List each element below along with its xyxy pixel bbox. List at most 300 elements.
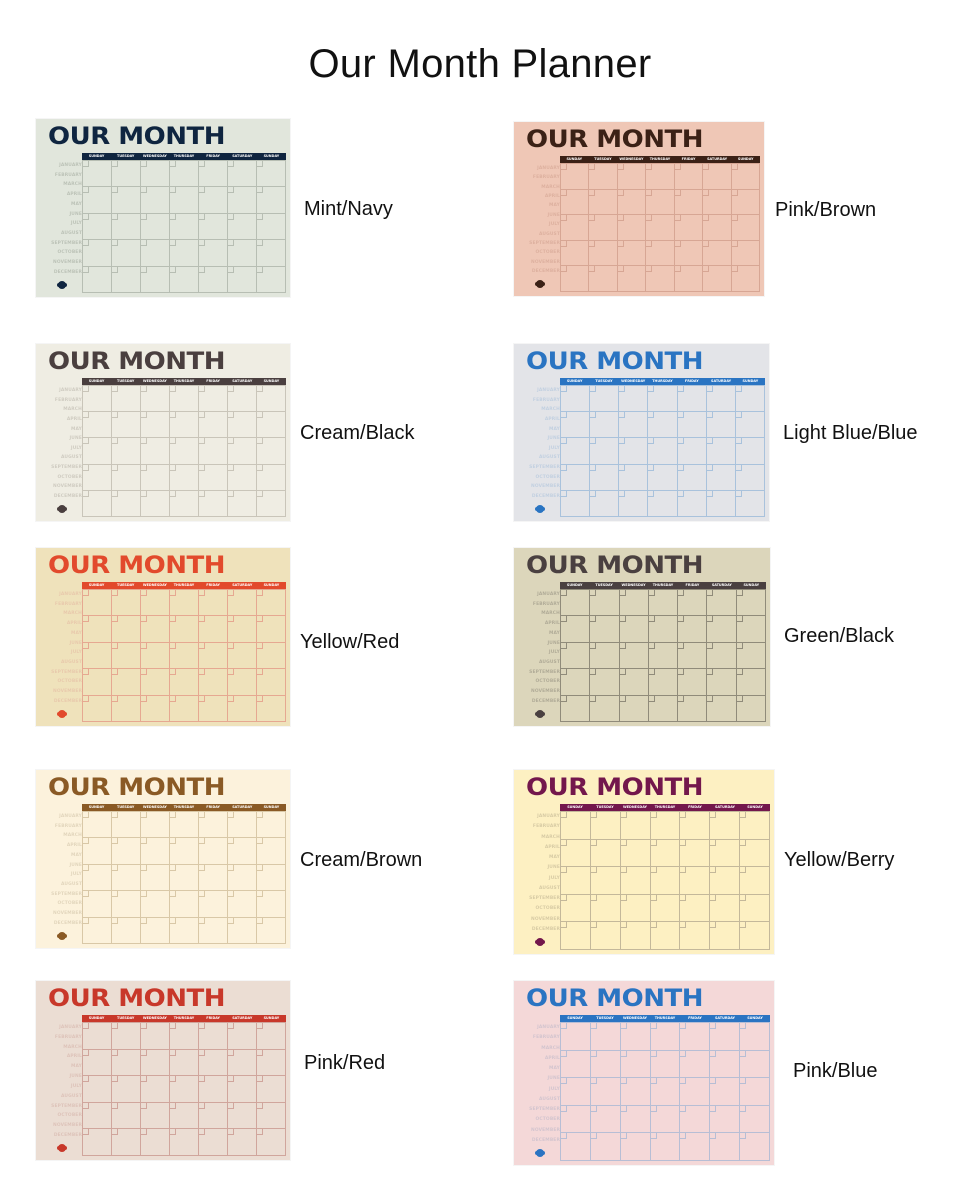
- calendar-cell: [257, 864, 286, 890]
- calendar-cell: [112, 1049, 141, 1076]
- weekday-header: [560, 1015, 770, 1022]
- calendar-cell: [736, 464, 765, 490]
- calendar-cell: [591, 1132, 621, 1160]
- logo-mark: [58, 710, 66, 718]
- calendar-cell: [703, 189, 731, 215]
- month-label: JULY: [548, 875, 560, 881]
- calendar-cell: [621, 1132, 651, 1160]
- calendar-cell: [621, 839, 651, 867]
- calendar-cell: [732, 189, 760, 215]
- calendar-grid: [560, 804, 770, 950]
- weekday-label: THURSDAY: [652, 583, 674, 587]
- calendar-cell: [621, 1050, 651, 1078]
- weekday-label: FRIDAY: [685, 583, 700, 587]
- month-label: JUNE: [69, 862, 82, 868]
- calendar-cell: [703, 163, 731, 189]
- weekday-label: THURSDAY: [173, 805, 195, 809]
- month-label: JUNE: [547, 436, 560, 442]
- planner-thumbnail[interactable]: [514, 981, 774, 1165]
- calendar-cell: [590, 642, 619, 668]
- calendar-cell: [170, 695, 199, 721]
- month-label: MARCH: [541, 184, 560, 190]
- calendar-cells: [82, 160, 286, 293]
- calendar-cell: [561, 490, 590, 516]
- month-label: SEPTEMBER: [51, 891, 82, 897]
- calendar-cell: [170, 490, 199, 516]
- calendar-cell: [675, 265, 703, 291]
- logo-mark: [536, 280, 544, 288]
- calendar-cell: [257, 239, 286, 265]
- calendar-cell: [228, 266, 257, 292]
- month-label: JUNE: [547, 212, 560, 218]
- calendar-cell: [651, 894, 681, 922]
- month-label: JANUARY: [59, 388, 82, 393]
- calendar-cell: [740, 1050, 770, 1078]
- month-label: MAY: [549, 630, 560, 636]
- variant-label: Yellow/Red: [300, 631, 400, 653]
- planner-thumbnail[interactable]: [36, 770, 290, 948]
- calendar-cell: [591, 839, 621, 867]
- calendar-cell: [228, 890, 257, 916]
- calendar-cell: [199, 464, 228, 490]
- planner-title: OUR MONTH: [526, 348, 704, 376]
- page-title: Our Month Planner: [308, 42, 652, 86]
- calendar-cell: [199, 1049, 228, 1076]
- calendar-cell: [83, 385, 112, 411]
- calendar-cell: [170, 411, 199, 437]
- calendar-cell: [737, 695, 766, 721]
- calendar-cell: [199, 1128, 228, 1155]
- calendar-cell: [649, 589, 678, 615]
- calendar-cell: [112, 864, 141, 890]
- month-label: NOVEMBER: [531, 916, 560, 922]
- calendar-cell: [257, 917, 286, 943]
- weekday-header: [82, 153, 286, 160]
- month-label: DECEMBER: [531, 493, 560, 499]
- weekday-label: WEDNESDAY: [142, 805, 167, 809]
- calendar-cell: [732, 265, 760, 291]
- calendar-cell: [170, 589, 199, 615]
- logo-mark: [536, 1149, 544, 1157]
- month-label: JULY: [70, 1083, 82, 1089]
- weekday-label: THURSDAY: [173, 1016, 195, 1020]
- month-label: JUNE: [69, 211, 82, 217]
- calendar-cell: [561, 642, 590, 668]
- planner-title: OUR MONTH: [526, 552, 704, 580]
- calendar-cell: [707, 437, 736, 463]
- weekday-header: [560, 804, 770, 811]
- calendar-cell: [199, 589, 228, 615]
- month-label: AUGUST: [60, 455, 82, 461]
- calendar-cell: [590, 615, 619, 641]
- month-label: NOVEMBER: [531, 484, 560, 490]
- month-label: JULY: [548, 1086, 560, 1092]
- calendar-cell: [83, 1022, 112, 1049]
- calendar-cell: [112, 186, 141, 212]
- calendar-cell: [710, 866, 740, 894]
- calendar-cell: [737, 589, 766, 615]
- month-label: SEPTEMBER: [51, 1103, 82, 1109]
- weekday-label: SUNDAY: [747, 805, 763, 809]
- calendar-cell: [589, 265, 617, 291]
- calendar-cell: [646, 214, 674, 240]
- weekday-label: FRIDAY: [684, 379, 699, 383]
- planner-thumbnail[interactable]: [514, 122, 764, 296]
- calendar-cell: [589, 163, 617, 189]
- calendar-cell: [170, 239, 199, 265]
- calendar-cell: [740, 894, 770, 922]
- month-label: JUNE: [547, 865, 560, 871]
- calendar-cell: [561, 163, 589, 189]
- planner-thumbnail[interactable]: [514, 548, 770, 726]
- calendar-cell: [112, 239, 141, 265]
- calendar-cell: [112, 589, 141, 615]
- planner-thumbnail[interactable]: [514, 344, 769, 521]
- calendar-cell: [112, 385, 141, 411]
- weekday-label: FRIDAY: [206, 805, 221, 809]
- calendar-cells: [82, 1022, 286, 1156]
- calendar-grid: [560, 378, 765, 517]
- calendar-cell: [648, 437, 677, 463]
- month-label: DECEMBER: [531, 698, 560, 704]
- calendar-cell: [112, 890, 141, 916]
- calendar-cell: [678, 464, 707, 490]
- calendar-cell: [199, 239, 228, 265]
- month-label: JANUARY: [537, 166, 560, 171]
- calendar-cell: [590, 695, 619, 721]
- calendar-cell: [707, 411, 736, 437]
- calendar-cell: [740, 866, 770, 894]
- month-label: APRIL: [544, 416, 560, 422]
- calendar-cells: [82, 589, 286, 722]
- month-label: NOVEMBER: [531, 259, 560, 265]
- calendar-cell: [561, 411, 590, 437]
- weekday-label: WEDNESDAY: [622, 1016, 648, 1020]
- calendar-cell: [141, 213, 170, 239]
- calendar-cell: [83, 917, 112, 943]
- weekday-label: SUNDAY: [567, 805, 583, 809]
- calendar-cell: [141, 837, 170, 863]
- month-label: JULY: [70, 650, 82, 656]
- weekday-label: SATURDAY: [714, 1016, 736, 1020]
- calendar-cell: [710, 1022, 740, 1050]
- calendar-cell: [228, 917, 257, 943]
- weekday-header: [560, 582, 766, 589]
- calendar-grid: [560, 582, 766, 722]
- calendar-cell: [199, 266, 228, 292]
- planner-thumbnail[interactable]: [514, 770, 774, 954]
- month-label: AUGUST: [538, 660, 560, 666]
- planner-title: OUR MONTH: [526, 126, 704, 154]
- variant-label: Cream/Black: [300, 422, 415, 444]
- month-list: [516, 814, 560, 932]
- calendar-cell: [141, 186, 170, 212]
- month-label: JULY: [70, 445, 82, 451]
- month-label: JULY: [548, 650, 560, 656]
- calendar-cell: [83, 1102, 112, 1129]
- calendar-cell: [112, 1102, 141, 1129]
- calendar-cell: [591, 894, 621, 922]
- calendar-cell: [589, 214, 617, 240]
- calendar-grid: [560, 156, 760, 292]
- calendar-cell: [740, 921, 770, 949]
- calendar-cell: [112, 837, 141, 863]
- calendar-cell: [83, 642, 112, 668]
- month-list: [516, 1025, 560, 1143]
- calendar-cell: [678, 385, 707, 411]
- weekday-label: TUESDAY: [117, 379, 135, 383]
- month-label: NOVEMBER: [53, 260, 82, 266]
- calendar-cell: [141, 1128, 170, 1155]
- calendar-cell: [710, 839, 740, 867]
- month-label: MARCH: [541, 407, 560, 413]
- month-label: MAY: [71, 630, 82, 636]
- weekday-label: SUNDAY: [263, 583, 280, 587]
- calendar-cell: [257, 589, 286, 615]
- month-label: AUGUST: [538, 455, 560, 461]
- weekday-label: SUNDAY: [263, 379, 280, 383]
- calendar-cell: [112, 411, 141, 437]
- calendar-cell: [170, 642, 199, 668]
- calendar-cell: [257, 1102, 286, 1129]
- variant-label: Pink/Brown: [775, 199, 877, 221]
- calendar-cell: [678, 589, 707, 615]
- calendar-cell: [112, 642, 141, 668]
- month-label: MAY: [71, 201, 82, 207]
- calendar-cell: [199, 837, 228, 863]
- calendar-cell: [228, 668, 257, 694]
- weekday-label: TUESDAY: [117, 805, 135, 809]
- calendar-cell: [740, 1132, 770, 1160]
- weekday-label: SUNDAY: [566, 157, 583, 161]
- calendar-cell: [707, 464, 736, 490]
- calendar-cell: [740, 1105, 770, 1133]
- calendar-cell: [591, 866, 621, 894]
- calendar-cell: [199, 186, 228, 212]
- calendar-cell: [589, 240, 617, 266]
- calendar-cell: [649, 642, 678, 668]
- variant-label: Green/Black: [784, 625, 895, 647]
- calendar-cell: [83, 1049, 112, 1076]
- calendar-cell: [141, 266, 170, 292]
- calendar-cell: [707, 490, 736, 516]
- calendar-cell: [710, 1105, 740, 1133]
- calendar-cell: [740, 811, 770, 839]
- month-label: FEBRUARY: [532, 397, 560, 403]
- weekday-label: SUNDAY: [263, 1016, 280, 1020]
- calendar-cell: [678, 615, 707, 641]
- calendar-cell: [710, 1077, 740, 1105]
- calendar-cell: [141, 239, 170, 265]
- calendar-cell: [170, 1075, 199, 1102]
- month-label: APRIL: [544, 194, 560, 200]
- calendar-cell: [228, 695, 257, 721]
- calendar-cell: [170, 1022, 199, 1049]
- calendar-cell: [590, 464, 619, 490]
- month-label: JANUARY: [537, 1025, 560, 1030]
- month-label: OCTOBER: [57, 250, 82, 256]
- calendar-cell: [646, 163, 674, 189]
- month-label: DECEMBER: [53, 1132, 82, 1138]
- calendar-cell: [561, 1022, 591, 1050]
- calendar-cell: [83, 890, 112, 916]
- weekday-label: SUNDAY: [742, 379, 759, 383]
- calendar-cell: [141, 890, 170, 916]
- calendar-cell: [257, 837, 286, 863]
- weekday-label: WEDNESDAY: [142, 379, 167, 383]
- calendar-cell: [112, 668, 141, 694]
- calendar-cell: [83, 266, 112, 292]
- month-label: JANUARY: [59, 1025, 82, 1030]
- calendar-cell: [561, 437, 590, 463]
- calendar-cell: [228, 385, 257, 411]
- calendar-cell: [141, 864, 170, 890]
- calendar-cell: [83, 837, 112, 863]
- calendar-cell: [590, 437, 619, 463]
- calendar-cell: [707, 642, 736, 668]
- logo-mark: [58, 281, 66, 289]
- calendar-cell: [651, 1077, 681, 1105]
- calendar-cell: [257, 160, 286, 186]
- calendar-cell: [707, 695, 736, 721]
- calendar-cell: [199, 811, 228, 837]
- month-label: AUGUST: [538, 885, 560, 891]
- weekday-label: THURSDAY: [652, 379, 673, 383]
- calendar-cell: [199, 213, 228, 239]
- weekday-label: THURSDAY: [173, 154, 195, 158]
- calendar-cell: [141, 490, 170, 516]
- month-label: FEBRUARY: [532, 175, 560, 181]
- calendar-cell: [199, 668, 228, 694]
- calendar-cell: [740, 1077, 770, 1105]
- weekday-label: THURSDAY: [649, 157, 671, 161]
- calendar-cell: [621, 866, 651, 894]
- weekday-label: SATURDAY: [707, 157, 728, 161]
- logo-mark: [58, 932, 66, 940]
- calendar-cell: [680, 811, 710, 839]
- calendar-cell: [649, 668, 678, 694]
- calendar-cell: [83, 239, 112, 265]
- calendar-cell: [678, 695, 707, 721]
- month-label: JULY: [548, 222, 560, 228]
- month-label: APRIL: [66, 843, 82, 849]
- calendar-cell: [648, 411, 677, 437]
- month-label: NOVEMBER: [531, 1127, 560, 1133]
- weekday-label: TUESDAY: [596, 1016, 614, 1020]
- planner-thumbnail[interactable]: [36, 119, 290, 297]
- calendar-cell: [228, 864, 257, 890]
- planner-thumbnail[interactable]: [36, 344, 290, 521]
- planner-title: OUR MONTH: [526, 985, 704, 1013]
- calendar-cell: [257, 1022, 286, 1049]
- calendar-cell: [257, 695, 286, 721]
- month-label: MARCH: [541, 1045, 560, 1051]
- calendar-cell: [619, 411, 648, 437]
- calendar-cell: [112, 490, 141, 516]
- calendar-cell: [170, 186, 199, 212]
- calendar-cell: [618, 240, 646, 266]
- calendar-cell: [591, 1050, 621, 1078]
- calendar-cell: [590, 411, 619, 437]
- weekday-label: TUESDAY: [117, 583, 135, 587]
- calendar-cell: [112, 1022, 141, 1049]
- planner-thumbnail[interactable]: [36, 548, 290, 726]
- month-label: AUGUST: [60, 882, 82, 888]
- month-label: SEPTEMBER: [529, 1107, 560, 1113]
- weekday-label: FRIDAY: [688, 805, 702, 809]
- month-label: MAY: [549, 1066, 560, 1072]
- calendar-grid: [82, 582, 286, 722]
- month-label: MARCH: [63, 833, 82, 839]
- calendar-cell: [112, 160, 141, 186]
- calendar-cell: [619, 464, 648, 490]
- month-label: JANUARY: [537, 592, 560, 597]
- calendar-cell: [740, 839, 770, 867]
- calendar-cell: [170, 917, 199, 943]
- weekday-label: SATURDAY: [232, 583, 253, 587]
- weekday-label: WEDNESDAY: [142, 583, 167, 587]
- month-label: FEBRUARY: [54, 397, 82, 403]
- calendar-cell: [112, 615, 141, 641]
- calendar-cell: [561, 894, 591, 922]
- calendar-cell: [257, 266, 286, 292]
- weekday-label: WEDNESDAY: [142, 154, 167, 158]
- month-label: JANUARY: [59, 592, 82, 597]
- calendar-cell: [141, 811, 170, 837]
- calendar-cell: [591, 1022, 621, 1050]
- calendar-cell: [680, 894, 710, 922]
- month-label: MAY: [71, 852, 82, 858]
- calendar-cell: [257, 811, 286, 837]
- calendar-cell: [646, 265, 674, 291]
- calendar-cell: [257, 1049, 286, 1076]
- calendar-cell: [112, 266, 141, 292]
- variant-label: Mint/Navy: [304, 198, 393, 220]
- month-label: SEPTEMBER: [51, 240, 82, 246]
- month-label: OCTOBER: [535, 906, 560, 912]
- weekday-label: THURSDAY: [654, 1016, 676, 1020]
- calendar-cell: [651, 866, 681, 894]
- calendar-cell: [257, 642, 286, 668]
- month-label: OCTOBER: [535, 679, 560, 685]
- calendar-cell: [112, 917, 141, 943]
- calendar-cell: [707, 668, 736, 694]
- calendar-cell: [228, 589, 257, 615]
- calendar-cell: [591, 921, 621, 949]
- calendar-cell: [621, 811, 651, 839]
- calendar-cell: [651, 811, 681, 839]
- calendar-cell: [141, 160, 170, 186]
- calendar-cell: [199, 615, 228, 641]
- month-label: DECEMBER: [53, 698, 82, 704]
- calendar-cell: [678, 668, 707, 694]
- calendar-cell: [561, 839, 591, 867]
- weekday-label: FRIDAY: [206, 1016, 221, 1020]
- calendar-cell: [141, 917, 170, 943]
- calendar-cell: [651, 921, 681, 949]
- month-label: NOVEMBER: [53, 484, 82, 490]
- month-label: DECEMBER: [531, 1137, 560, 1143]
- planner-title: OUR MONTH: [526, 774, 704, 802]
- calendar-cells: [82, 385, 286, 517]
- month-label: MARCH: [63, 611, 82, 617]
- calendar-cell: [675, 189, 703, 215]
- month-label: FEBRUARY: [532, 824, 560, 830]
- calendar-cell: [680, 1105, 710, 1133]
- weekday-label: TUESDAY: [596, 805, 614, 809]
- weekday-label: SATURDAY: [232, 379, 253, 383]
- planner-thumbnail[interactable]: [36, 981, 290, 1160]
